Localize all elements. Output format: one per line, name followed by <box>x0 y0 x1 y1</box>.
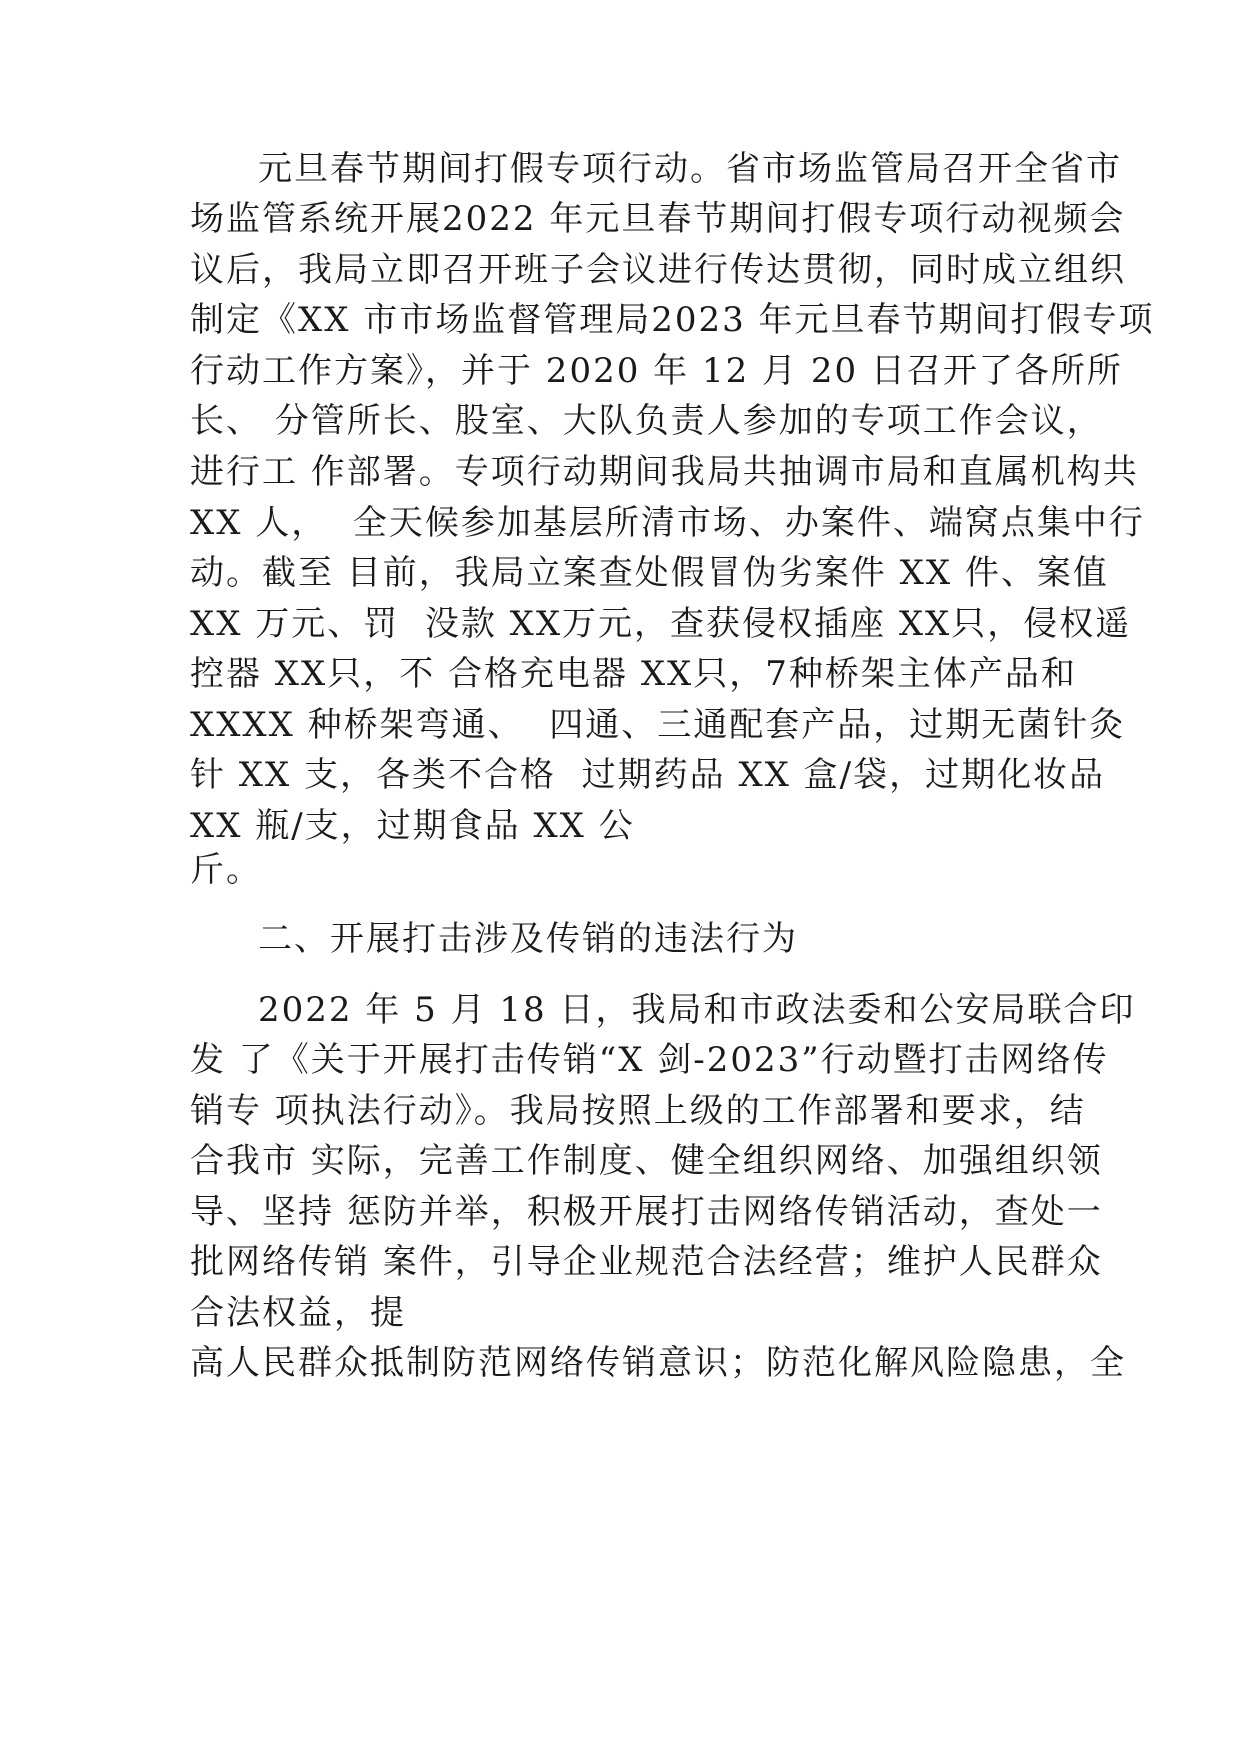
paragraph-line: 高人民群众抵制防范网络传销意识；防范化解风险隐患，全 <box>190 1343 1126 1383</box>
paragraph-line: 合法权益，提 <box>190 1293 406 1333</box>
paragraph-line: 销专 项执法行动》。我局按照上级的工作部署和要求，结 <box>190 1091 1086 1131</box>
paragraph-line: 导、坚持 惩防并举，积极开展打击网络传销活动，查处一 <box>190 1192 1103 1232</box>
paragraph-line: 进行工 作部署。专项行动期间我局共抽调市局和直属机构共 <box>190 452 1139 492</box>
paragraph-line: 控器 XX只，不 合格充电器 XX只，7种桥架主体产品和 <box>190 654 1077 694</box>
paragraph-line: 议后，我局立即召开班子会议进行传达贯彻，同时成立组织 <box>190 250 1126 290</box>
paragraph-line: XXXX 种桥架弯通、 四通、三通配套产品，过期无菌针灸 <box>190 705 1126 745</box>
paragraph-line: 长、 分管所长、股室、大队负责人参加的专项工作会议， <box>190 401 1103 441</box>
paragraph-line: 批网络传销 案件，引导企业规范合法经营；维护人民群众 <box>190 1242 1103 1282</box>
paragraph-line: 发 了《关于开展打击传销“X 剑-2023”行动暨打击网络传 <box>190 1040 1109 1080</box>
paragraph-line: XX 瓶/支，过期食品 XX 公 <box>190 806 635 846</box>
paragraph-line: 动。截至 目前，我局立案查处假冒伪劣案件 XX 件、案值 <box>190 553 1109 593</box>
paragraph-line: 制定《XX 市市场监督管理局2023 年元旦春节期间打假专项 <box>190 300 1155 340</box>
paragraph-line: XX 人， 全天候参加基层所清市场、办案件、端窝点集中行 <box>190 503 1145 543</box>
paragraph-line: 斤。 <box>190 850 262 890</box>
paragraph-line: 元旦春节期间打假专项行动。省市场监管局召开全省市 <box>258 149 1122 189</box>
paragraph-line: 2022 年 5 月 18 日，我局和市政法委和公安局联合印 <box>258 990 1136 1030</box>
paragraph-line: 行动工作方案》，并于 2020 年 12 月 20 日召开了各所所 <box>190 351 1123 391</box>
paragraph-line: 合我市 实际，完善工作制度、健全组织网络、加强组织领 <box>190 1141 1103 1181</box>
paragraph-line: XX 万元、罚 没款 XX万元，查获侵权插座 XX只，侵权遥 <box>190 604 1132 644</box>
paragraph-line: 场监管系统开展2022 年元旦春节期间打假专项行动视频会 <box>190 199 1126 239</box>
section-heading: 二、开展打击涉及传销的违法行为 <box>258 919 798 959</box>
paragraph-line: 针 XX 支，各类不合格 过期药品 XX 盒/袋，过期化妆品 <box>190 755 1106 795</box>
